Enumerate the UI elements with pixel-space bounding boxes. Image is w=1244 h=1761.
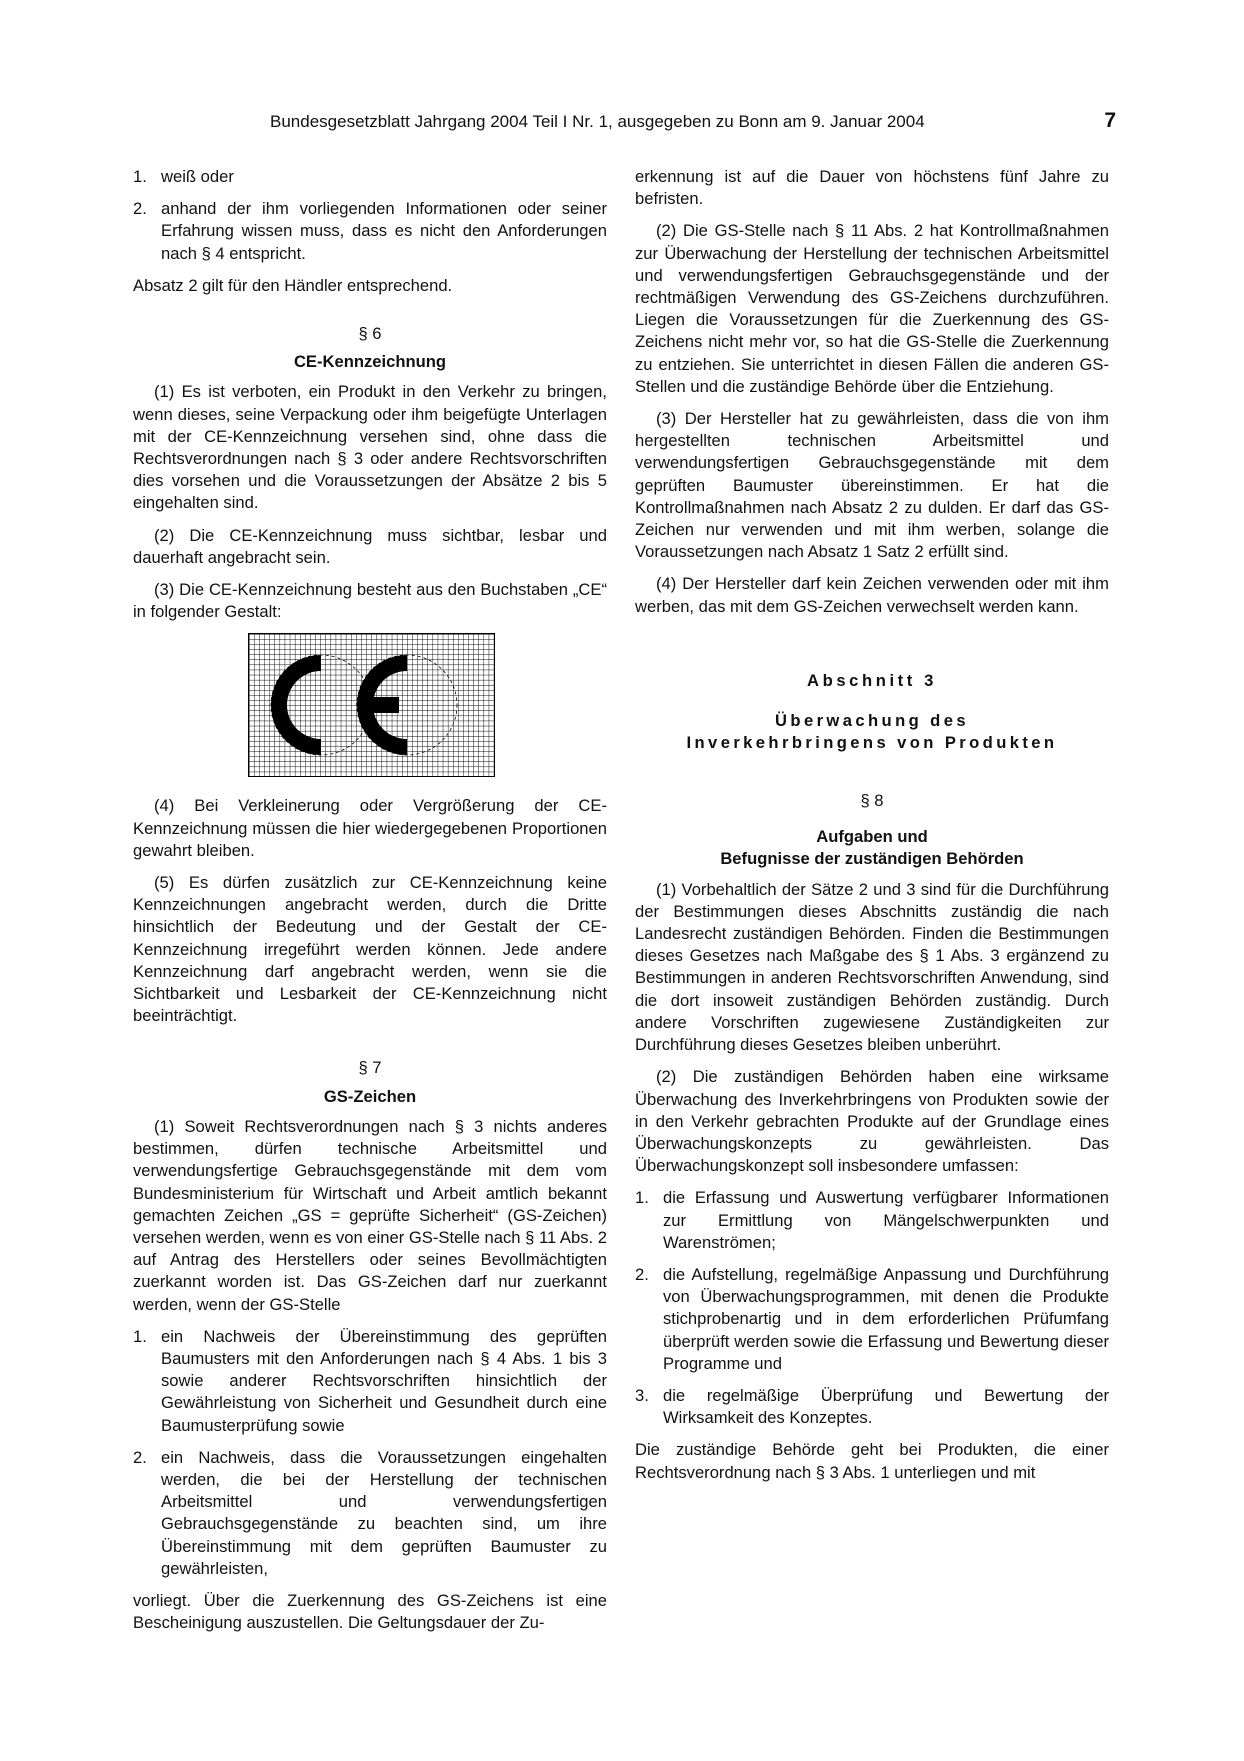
ce-mark-figure xyxy=(248,633,495,777)
list-item: 1. die Erfassung und Auswertung verfügbarer Informationen zur Ermittlung von Mängelschwerpunkten und Warenströmen; xyxy=(635,1188,1109,1252)
s8-list xyxy=(635,1187,1109,1429)
section-title-line-2: Inverkehrbringens von Produkten xyxy=(686,733,1058,753)
list-item: 2. anhand der ihm vorliegenden Informationen oder seiner Erfahrung wissen muss, dass es nicht den Anforderungen nach § 4 entspricht. xyxy=(133,199,607,263)
intro-list xyxy=(133,166,607,265)
section-8-title-line-1: Aufgaben und xyxy=(816,827,928,847)
list-item: 1. ein Nachweis der Übereinstimmung des geprüften Baumusters mit den Anforderungen nach § 4 Abs. 1 bis 3 sowie anderer Rechtsvorschriften hinsichtlich der Gewährleistung von Sicherheit und Gesundheit durch eine Baumusterprüfung sowie xyxy=(133,1326,607,1435)
section-8-number: § 8 xyxy=(860,791,884,811)
section-7-number: § 7 xyxy=(358,1058,382,1078)
left-column xyxy=(133,166,607,1644)
section-title-line-1: Überwachung des xyxy=(775,711,969,731)
s7-after-list: vorliegt. Über die Zuerkennung des GS-Zeichens ist eine Bescheinigung auszustellen. Die Geltungsdauer der Zu- xyxy=(133,1590,607,1633)
s7-continuation: erkennung ist auf die Dauer von höchstens fünf Jahre zu befristen. xyxy=(635,167,1109,209)
section-title xyxy=(635,710,1109,754)
s8-after-list: Die zuständige Behörde geht bei Produkten, die einer Rechtsverordnung nach § 3 Abs. 1 unterliegen und mit xyxy=(635,1440,1109,1482)
s7-paragraph-2: (2) Die GS-Stelle nach § 11 Abs. 2 hat Kontrollmaßnahmen zur Überwachung der Herstellung der technischen Arbeitsmittel und verwendungsfertigen Gebrauchsgegenstände und der rechtmäßigen Verwendung des GS-Zeichens durchzuführen. Liegen die Voraussetzungen für die Zuerkennung des GS-Zeichens nicht mehr vor, so hat die GS-Stelle die Zuerkennung zu entziehen. Sie unterrichtet in diesen Fällen die anderen GS-Stellen und die zuständige Behörde über die Entziehung. xyxy=(635,221,1109,396)
section-label: Abschnitt 3 xyxy=(807,670,937,690)
section-7-title: GS-Zeichen xyxy=(323,1086,417,1106)
s8-paragraph-1: (1) Vorbehaltlich der Sätze 2 und 3 sind für die Durchführung der Bestimmungen dieses Abschnitts zuständig die nach Landesrecht zuständigen Behörden. Finden die Bestimmungen dieses Gesetzes nach Maßgabe des § 1 Abs. 3 ergänzend zu Bestimmungen in anderen Rechtsvorschriften Anwendung, sind die dort insoweit zuständigen Behörden zuständig. Durch andere Vorschriften zugewiesene Zuständigkeiten zur Durchführung dieses Gesetzes bleiben unberührt. xyxy=(635,879,1109,1055)
s6-paragraph-1: (1) Es ist verboten, ein Produkt in den Verkehr zu bringen, wenn dieses, seine Verpackung oder ihm beigefügte Unterlagen mit der CE-Kennzeichnung versehen sind, ohne dass die Rechtsverordnungen nach § 3 oder andere Rechtsvorschriften dies vorsehen und die Voraussetzungen der Absätze 2 bis 5 eingehalten sind. xyxy=(133,382,607,513)
s6-paragraph-4: (4) Bei Verkleinerung oder Vergrößerung der CE-Kennzeichnung müssen die hier wiedergegebenen Proportionen gewahrt bleiben. xyxy=(133,796,607,860)
section-6-number: § 6 xyxy=(358,324,382,344)
list-item: 2. die Aufstellung, regelmäßige Anpassung und Durchführung von Überwachungsprogrammen, mit denen die Produkte stichprobenartig und in dem erforderlichen Prüfumfang überprüft werden sowie die Erfassung und Bewertung dieser Programme und xyxy=(635,1264,1109,1373)
s6-paragraph-3: (3) Die CE-Kennzeichnung besteht aus den Buchstaben „CE“ in folgender Gestalt: xyxy=(133,580,607,622)
s7-list xyxy=(133,1326,607,1580)
s7-paragraph-3: (3) Der Hersteller hat zu gewährleisten, dass die von ihm hergestellten technischen Arbeitsmittel und verwendungsfertigen Gebrauchsgegenstände mit dem geprüften Baumuster übereinstimmen. Er hat die Kontrollmaßnahmen nach Absatz 2 zu dulden. Er darf das GS-Zeichen nur verwenden und mit ihm werben, solange die Voraussetzungen nach Absatz 1 Satz 2 erfüllt sind. xyxy=(635,409,1109,562)
page-header xyxy=(132,109,1116,136)
s6-paragraph-5: (5) Es dürfen zusätzlich zur CE-Kennzeichnung keine Kennzeichnungen angebracht werden, durch die Dritte hinsichtlich der Bedeutung und der Gestalt der CE-Kennzeichnung irregeführt werden können. Jede andere Kennzeichnung darf angebracht werden, wenn sie die Sichtbarkeit und Lesbarkeit der CE-Kennzeichnung nicht beeinträchtigt. xyxy=(133,873,607,1026)
list-item: 3. die regelmäßige Überprüfung und Bewertung der Wirksamkeit des Konzeptes. xyxy=(635,1385,1109,1428)
s7-paragraph-1: (1) Soweit Rechtsverordnungen nach § 3 nichts anderes bestimmen, dürfen technische Arbeitsmittel und verwendungsfertige Gebrauchsgegenstände mit dem vom Bundesministerium für Wirtschaft und Arbeit amtlich bekannt gemachten Zeichen „GS = geprüfte Sicherheit“ (GS-Zeichen) versehen werden, wenn es von einer GS-Stelle nach § 11 Abs. 2 auf Antrag des Herstellers oder seines Bevollmächtigten zuerkannt worden ist. Das GS-Zeichen darf nur zuerkannt werden, wenn der GS-Stelle xyxy=(133,1116,607,1314)
list-item: 2. ein Nachweis, dass die Voraussetzungen eingehalten werden, die bei der Herstellung der technischen Arbeitsmittel und verwendungsfertigen Gebrauchsgegenstände zu beachten sind, um ihre Übereinstimmung mit dem geprüften Baumuster zu gewährleisten, xyxy=(133,1447,607,1578)
s6-paragraph-2: (2) Die CE-Kennzeichnung muss sichtbar, lesbar und dauerhaft angebracht sein. xyxy=(133,525,607,567)
section-8-title xyxy=(635,826,1109,870)
s8-paragraph-2: (2) Die zuständigen Behörden haben eine wirksame Überwachung des Inverkehrbringens von Produkten sowie der in den Verkehr gebrachten Produkte auf der Grundlage eines Überwachungskonzepts zu gewährleisten. Das Überwachungskonzept soll insbesondere umfassen: xyxy=(635,1067,1109,1176)
right-column xyxy=(635,166,1109,1494)
ce-mark-svg xyxy=(249,634,494,776)
page-number: 7 xyxy=(1104,109,1116,132)
header-title: Bundesgesetzblatt Jahrgang 2004 Teil I Nr. 1, ausgegeben zu Bonn am 9. Januar 2004 xyxy=(270,112,925,131)
section-8-title-line-2: Befugnisse der zuständigen Behörden xyxy=(720,849,1024,869)
intro-after: Absatz 2 gilt für den Händler entsprechend. xyxy=(133,275,453,295)
list-item: 1. weiß oder xyxy=(133,167,234,186)
section-6-title: CE-Kennzeichnung xyxy=(293,352,447,372)
s7-paragraph-4: (4) Der Hersteller darf kein Zeichen verwenden oder mit ihm werben, das mit dem GS-Zeichen verwechselt werden kann. xyxy=(635,574,1109,616)
